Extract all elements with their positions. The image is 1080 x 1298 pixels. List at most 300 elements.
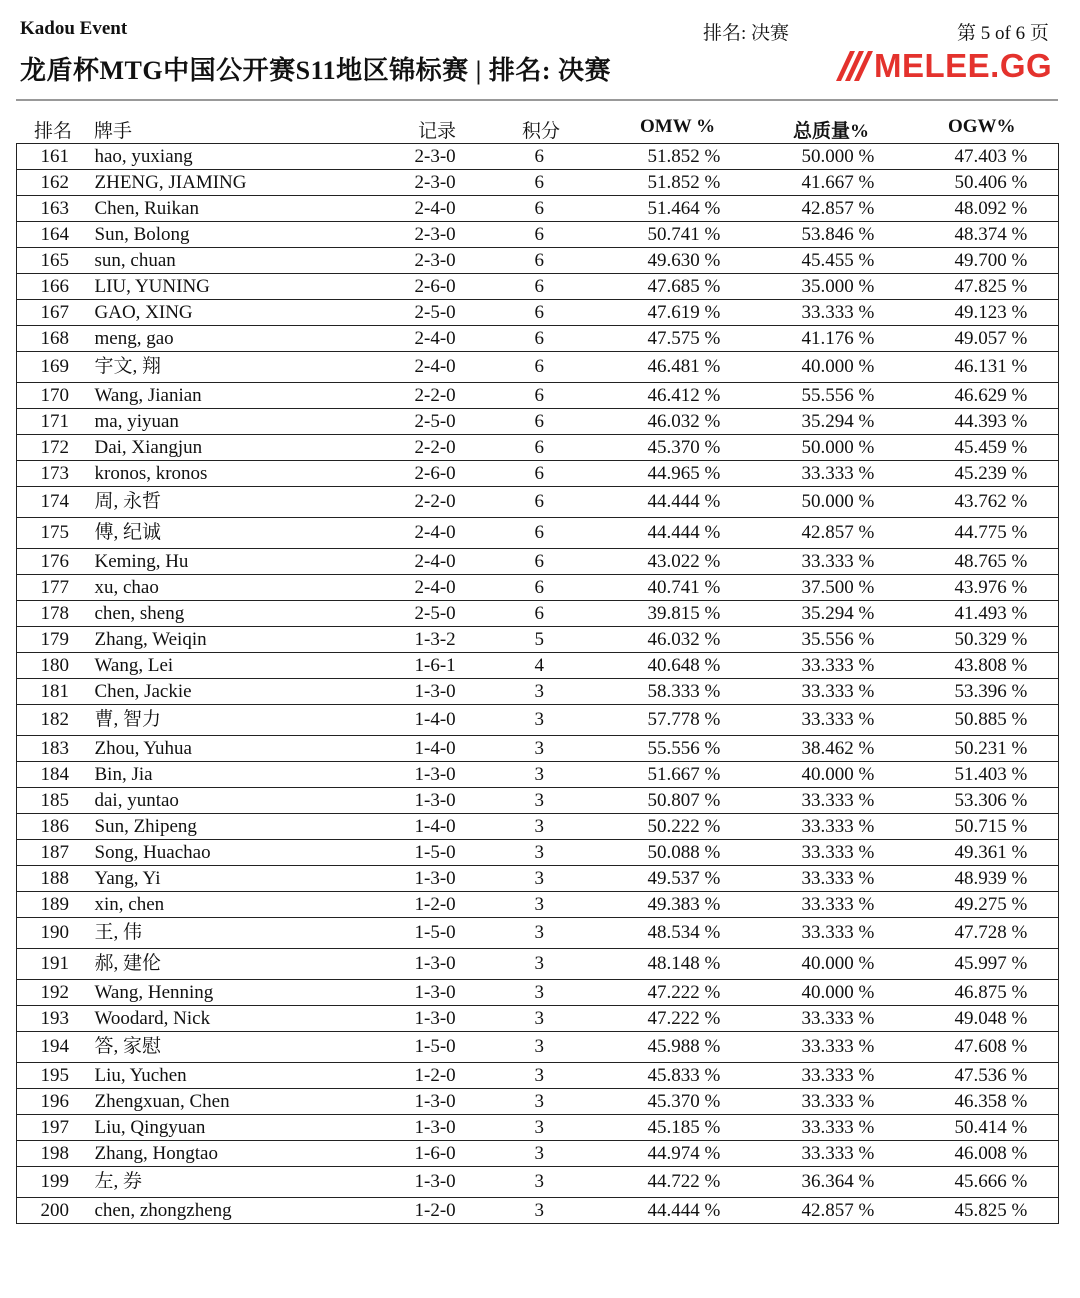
omw-cell: 51.464 %: [641, 196, 793, 222]
quality-cell: 37.500 %: [793, 575, 945, 601]
quality-cell: 55.556 %: [793, 383, 945, 409]
omw-cell: 46.032 %: [641, 627, 793, 653]
record-cell: 1-3-0: [415, 1167, 523, 1198]
rank-cell: 178: [17, 601, 93, 627]
ogw-cell: 50.414 %: [945, 1115, 1059, 1141]
points-cell: 6: [523, 518, 641, 549]
ogw-cell: 47.728 %: [945, 918, 1059, 949]
quality-cell: 33.333 %: [793, 679, 945, 705]
record-cell: 1-3-0: [415, 762, 523, 788]
ogw-cell: 48.765 %: [945, 549, 1059, 575]
quality-cell: 33.333 %: [793, 788, 945, 814]
quality-cell: 33.333 %: [793, 1063, 945, 1089]
table-row: [17, 518, 1059, 549]
ogw-cell: 50.329 %: [945, 627, 1059, 653]
table-header: [16, 114, 1058, 144]
ogw-cell: 50.406 %: [945, 170, 1059, 196]
rank-cell: 197: [17, 1115, 93, 1141]
ogw-cell: 43.762 %: [945, 487, 1059, 518]
player-cell: 宇文, 翔: [93, 352, 415, 383]
rank-cell: 161: [17, 144, 93, 170]
rank-cell: 170: [17, 383, 93, 409]
rank-cell: 179: [17, 627, 93, 653]
ogw-cell: 49.048 %: [945, 1006, 1059, 1032]
record-cell: 2-2-0: [415, 383, 523, 409]
player-cell: GAO, XING: [93, 300, 415, 326]
quality-cell: 41.667 %: [793, 170, 945, 196]
record-cell: 1-3-0: [415, 1089, 523, 1115]
rank-cell: 162: [17, 170, 93, 196]
table-row: [17, 1063, 1059, 1089]
rank-cell: 177: [17, 575, 93, 601]
player-cell: 傅, 纪诚: [93, 518, 415, 549]
points-cell: 3: [523, 840, 641, 866]
points-cell: 3: [523, 736, 641, 762]
ogw-cell: 47.536 %: [945, 1063, 1059, 1089]
omw-cell: 47.619 %: [641, 300, 793, 326]
points-cell: 6: [523, 601, 641, 627]
omw-cell: 47.685 %: [641, 274, 793, 300]
page-title: 龙盾杯MTG中国公开赛S11地区锦标赛 | 排名: 决赛: [20, 56, 612, 85]
points-cell: 6: [523, 222, 641, 248]
omw-cell: 50.807 %: [641, 788, 793, 814]
rank-cell: 189: [17, 892, 93, 918]
quality-cell: 33.333 %: [793, 1141, 945, 1167]
record-cell: 1-2-0: [415, 1198, 523, 1224]
omw-cell: 43.022 %: [641, 549, 793, 575]
record-cell: 1-5-0: [415, 840, 523, 866]
rank-cell: 200: [17, 1198, 93, 1224]
record-cell: 2-6-0: [415, 461, 523, 487]
player-cell: sun, chuan: [93, 248, 415, 274]
ogw-cell: 44.393 %: [945, 409, 1059, 435]
quality-cell: 36.364 %: [793, 1167, 945, 1198]
table-row: [17, 461, 1059, 487]
ogw-cell: 49.057 %: [945, 326, 1059, 352]
rank-cell: 198: [17, 1141, 93, 1167]
col-ogw-header: OGW%: [948, 116, 1016, 137]
player-cell: Zhou, Yuhua: [93, 736, 415, 762]
player-cell: chen, sheng: [93, 601, 415, 627]
record-cell: 1-2-0: [415, 1063, 523, 1089]
rank-cell: 194: [17, 1032, 93, 1063]
rank-cell: 190: [17, 918, 93, 949]
table-row: [17, 601, 1059, 627]
rank-cell: 180: [17, 653, 93, 679]
table-row: [17, 274, 1059, 300]
rank-cell: 169: [17, 352, 93, 383]
rank-cell: 171: [17, 409, 93, 435]
omw-cell: 45.988 %: [641, 1032, 793, 1063]
player-cell: 左, 券: [93, 1167, 415, 1198]
rank-cell: 165: [17, 248, 93, 274]
record-cell: 2-3-0: [415, 248, 523, 274]
rank-cell: 182: [17, 705, 93, 736]
ogw-cell: 51.403 %: [945, 762, 1059, 788]
player-cell: hao, yuxiang: [93, 144, 415, 170]
points-cell: 6: [523, 435, 641, 461]
ogw-cell: 43.808 %: [945, 653, 1059, 679]
ogw-cell: 46.008 %: [945, 1141, 1059, 1167]
rank-cell: 186: [17, 814, 93, 840]
points-cell: 3: [523, 1115, 641, 1141]
table-row: [17, 949, 1059, 980]
record-cell: 2-3-0: [415, 144, 523, 170]
player-cell: Chen, Ruikan: [93, 196, 415, 222]
record-cell: 1-2-0: [415, 892, 523, 918]
rank-cell: 195: [17, 1063, 93, 1089]
points-cell: 6: [523, 248, 641, 274]
ogw-cell: 45.239 %: [945, 461, 1059, 487]
omw-cell: 44.444 %: [641, 518, 793, 549]
col-quality-header: 总质量%: [793, 121, 870, 142]
rank-cell: 175: [17, 518, 93, 549]
points-cell: 6: [523, 409, 641, 435]
quality-cell: 33.333 %: [793, 1115, 945, 1141]
omw-cell: 50.741 %: [641, 222, 793, 248]
points-cell: 3: [523, 788, 641, 814]
quality-cell: 33.333 %: [793, 866, 945, 892]
record-cell: 2-2-0: [415, 487, 523, 518]
points-cell: 3: [523, 1141, 641, 1167]
record-cell: 1-4-0: [415, 736, 523, 762]
record-cell: 1-3-0: [415, 949, 523, 980]
omw-cell: 51.667 %: [641, 762, 793, 788]
rank-cell: 193: [17, 1006, 93, 1032]
rank-cell: 166: [17, 274, 93, 300]
table-row: [17, 222, 1059, 248]
points-cell: 6: [523, 170, 641, 196]
rank-cell: 187: [17, 840, 93, 866]
record-cell: 2-4-0: [415, 575, 523, 601]
table-row: [17, 352, 1059, 383]
omw-cell: 49.383 %: [641, 892, 793, 918]
ogw-cell: 49.275 %: [945, 892, 1059, 918]
record-cell: 2-3-0: [415, 222, 523, 248]
quality-cell: 33.333 %: [793, 814, 945, 840]
record-cell: 1-3-0: [415, 866, 523, 892]
omw-cell: 48.534 %: [641, 918, 793, 949]
omw-cell: 50.222 %: [641, 814, 793, 840]
table-row: [17, 679, 1059, 705]
player-cell: Chen, Jackie: [93, 679, 415, 705]
rank-cell: 163: [17, 196, 93, 222]
omw-cell: 48.148 %: [641, 949, 793, 980]
player-cell: chen, zhongzheng: [93, 1198, 415, 1224]
points-cell: 3: [523, 892, 641, 918]
omw-cell: 46.032 %: [641, 409, 793, 435]
table-row: [17, 170, 1059, 196]
table-row: [17, 627, 1059, 653]
col-rank-header: 排名: [34, 121, 73, 142]
ogw-cell: 43.976 %: [945, 575, 1059, 601]
quality-cell: 50.000 %: [793, 487, 945, 518]
table-row: [17, 435, 1059, 461]
table-row: [17, 840, 1059, 866]
omw-cell: 47.575 %: [641, 326, 793, 352]
points-cell: 6: [523, 196, 641, 222]
player-cell: Wang, Henning: [93, 980, 415, 1006]
rank-cell: 173: [17, 461, 93, 487]
player-cell: Sun, Bolong: [93, 222, 415, 248]
player-cell: ZHENG, JIAMING: [93, 170, 415, 196]
ogw-cell: 44.775 %: [945, 518, 1059, 549]
logo-text: MELEE.GG: [874, 47, 1053, 84]
quality-cell: 33.333 %: [793, 1006, 945, 1032]
ogw-cell: 49.361 %: [945, 840, 1059, 866]
points-cell: 6: [523, 575, 641, 601]
points-cell: 6: [523, 274, 641, 300]
points-cell: 3: [523, 762, 641, 788]
player-cell: Wang, Lei: [93, 653, 415, 679]
points-cell: 6: [523, 326, 641, 352]
quality-cell: 41.176 %: [793, 326, 945, 352]
melee-logo: [843, 48, 1052, 84]
record-cell: 2-5-0: [415, 409, 523, 435]
points-cell: 4: [523, 653, 641, 679]
table-row: [17, 487, 1059, 518]
omw-cell: 44.722 %: [641, 1167, 793, 1198]
record-cell: 2-2-0: [415, 435, 523, 461]
player-cell: xin, chen: [93, 892, 415, 918]
ogw-cell: 46.875 %: [945, 980, 1059, 1006]
rank-cell: 174: [17, 487, 93, 518]
points-cell: 6: [523, 549, 641, 575]
points-cell: 3: [523, 980, 641, 1006]
col-record-header: 记录: [418, 121, 457, 142]
table-row: [17, 1198, 1059, 1224]
record-cell: 2-4-0: [415, 196, 523, 222]
quality-cell: 50.000 %: [793, 144, 945, 170]
player-cell: xu, chao: [93, 575, 415, 601]
ogw-cell: 48.939 %: [945, 866, 1059, 892]
omw-cell: 55.556 %: [641, 736, 793, 762]
omw-cell: 46.412 %: [641, 383, 793, 409]
rank-cell: 199: [17, 1167, 93, 1198]
quality-cell: 33.333 %: [793, 840, 945, 866]
quality-cell: 33.333 %: [793, 892, 945, 918]
points-cell: 3: [523, 1006, 641, 1032]
record-cell: 2-4-0: [415, 352, 523, 383]
quality-cell: 33.333 %: [793, 461, 945, 487]
standings-table: [16, 143, 1059, 1224]
col-player-header: 牌手: [94, 121, 133, 142]
player-cell: Keming, Hu: [93, 549, 415, 575]
points-cell: 3: [523, 918, 641, 949]
quality-cell: 50.000 %: [793, 435, 945, 461]
points-cell: 5: [523, 627, 641, 653]
table-row: [17, 383, 1059, 409]
omw-cell: 44.444 %: [641, 1198, 793, 1224]
table-row: [17, 1006, 1059, 1032]
quality-cell: 33.333 %: [793, 1032, 945, 1063]
quality-cell: 33.333 %: [793, 918, 945, 949]
omw-cell: 39.815 %: [641, 601, 793, 627]
record-cell: 2-5-0: [415, 300, 523, 326]
ranking-label: 排名: 决赛: [703, 23, 790, 44]
table-row: [17, 196, 1059, 222]
player-cell: LIU, YUNING: [93, 274, 415, 300]
rank-cell: 176: [17, 549, 93, 575]
quality-cell: 33.333 %: [793, 300, 945, 326]
quality-cell: 45.455 %: [793, 248, 945, 274]
ogw-cell: 49.123 %: [945, 300, 1059, 326]
table-row: [17, 762, 1059, 788]
table-row: [17, 1141, 1059, 1167]
rank-cell: 172: [17, 435, 93, 461]
table-row: [17, 736, 1059, 762]
quality-cell: 40.000 %: [793, 949, 945, 980]
record-cell: 1-3-0: [415, 679, 523, 705]
table-row: [17, 814, 1059, 840]
record-cell: 2-4-0: [415, 549, 523, 575]
quality-cell: 35.294 %: [793, 601, 945, 627]
quality-cell: 35.556 %: [793, 627, 945, 653]
rank-cell: 181: [17, 679, 93, 705]
logo-slashes-icon: [843, 51, 870, 81]
points-cell: 6: [523, 144, 641, 170]
quality-cell: 53.846 %: [793, 222, 945, 248]
player-cell: Zhang, Weiqin: [93, 627, 415, 653]
points-cell: 6: [523, 487, 641, 518]
player-cell: Sun, Zhipeng: [93, 814, 415, 840]
player-cell: ma, yiyuan: [93, 409, 415, 435]
player-cell: Woodard, Nick: [93, 1006, 415, 1032]
rank-cell: 188: [17, 866, 93, 892]
table-row: [17, 1032, 1059, 1063]
ogw-cell: 45.666 %: [945, 1167, 1059, 1198]
player-cell: 周, 永哲: [93, 487, 415, 518]
player-cell: 郝, 建伦: [93, 949, 415, 980]
rank-cell: 183: [17, 736, 93, 762]
omw-cell: 40.741 %: [641, 575, 793, 601]
player-cell: Dai, Xiangjun: [93, 435, 415, 461]
record-cell: 1-3-0: [415, 788, 523, 814]
header-divider: [16, 99, 1058, 101]
ogw-cell: 46.358 %: [945, 1089, 1059, 1115]
omw-cell: 57.778 %: [641, 705, 793, 736]
col-points-header: 积分: [522, 121, 561, 142]
player-cell: meng, gao: [93, 326, 415, 352]
points-cell: 6: [523, 300, 641, 326]
points-cell: 3: [523, 949, 641, 980]
table-row: [17, 705, 1059, 736]
points-cell: 3: [523, 705, 641, 736]
player-cell: dai, yuntao: [93, 788, 415, 814]
table-row: [17, 1115, 1059, 1141]
ogw-cell: 45.997 %: [945, 949, 1059, 980]
record-cell: 2-5-0: [415, 601, 523, 627]
ogw-cell: 46.629 %: [945, 383, 1059, 409]
page-number: 第 5 of 6 页: [957, 23, 1049, 44]
table-row: [17, 144, 1059, 170]
ogw-cell: 48.092 %: [945, 196, 1059, 222]
omw-cell: 49.630 %: [641, 248, 793, 274]
table-row: [17, 653, 1059, 679]
rank-cell: 164: [17, 222, 93, 248]
player-cell: Zhengxuan, Chen: [93, 1089, 415, 1115]
table-row: [17, 549, 1059, 575]
quality-cell: 33.333 %: [793, 705, 945, 736]
omw-cell: 45.185 %: [641, 1115, 793, 1141]
player-cell: 答, 家慰: [93, 1032, 415, 1063]
points-cell: 6: [523, 383, 641, 409]
omw-cell: 40.648 %: [641, 653, 793, 679]
player-cell: Song, Huachao: [93, 840, 415, 866]
quality-cell: 33.333 %: [793, 1089, 945, 1115]
ogw-cell: 47.825 %: [945, 274, 1059, 300]
quality-cell: 35.294 %: [793, 409, 945, 435]
quality-cell: 42.857 %: [793, 1198, 945, 1224]
quality-cell: 35.000 %: [793, 274, 945, 300]
table-row: [17, 1167, 1059, 1198]
omw-cell: 50.088 %: [641, 840, 793, 866]
table-row: [17, 892, 1059, 918]
points-cell: 3: [523, 866, 641, 892]
quality-cell: 40.000 %: [793, 980, 945, 1006]
omw-cell: 46.481 %: [641, 352, 793, 383]
omw-cell: 49.537 %: [641, 866, 793, 892]
rank-cell: 184: [17, 762, 93, 788]
omw-cell: 45.370 %: [641, 435, 793, 461]
player-cell: kronos, kronos: [93, 461, 415, 487]
record-cell: 1-5-0: [415, 1032, 523, 1063]
points-cell: 3: [523, 1063, 641, 1089]
quality-cell: 40.000 %: [793, 762, 945, 788]
omw-cell: 44.965 %: [641, 461, 793, 487]
ogw-cell: 47.608 %: [945, 1032, 1059, 1063]
table-row: [17, 300, 1059, 326]
table-row: [17, 326, 1059, 352]
player-cell: Wang, Jianian: [93, 383, 415, 409]
ogw-cell: 45.825 %: [945, 1198, 1059, 1224]
record-cell: 1-6-1: [415, 653, 523, 679]
rank-cell: 192: [17, 980, 93, 1006]
table-row: [17, 248, 1059, 274]
record-cell: 1-3-0: [415, 1115, 523, 1141]
points-cell: 3: [523, 679, 641, 705]
rank-cell: 168: [17, 326, 93, 352]
record-cell: 2-4-0: [415, 518, 523, 549]
player-cell: Yang, Yi: [93, 866, 415, 892]
rank-cell: 167: [17, 300, 93, 326]
omw-cell: 44.974 %: [641, 1141, 793, 1167]
col-omw-header: OMW %: [640, 116, 716, 137]
record-cell: 2-3-0: [415, 170, 523, 196]
table-row: [17, 980, 1059, 1006]
points-cell: 3: [523, 814, 641, 840]
quality-cell: 38.462 %: [793, 736, 945, 762]
ogw-cell: 45.459 %: [945, 435, 1059, 461]
quality-cell: 42.857 %: [793, 518, 945, 549]
player-cell: Bin, Jia: [93, 762, 415, 788]
ogw-cell: 49.700 %: [945, 248, 1059, 274]
record-cell: 1-6-0: [415, 1141, 523, 1167]
points-cell: 3: [523, 1032, 641, 1063]
points-cell: 3: [523, 1198, 641, 1224]
table-row: [17, 788, 1059, 814]
quality-cell: 42.857 %: [793, 196, 945, 222]
record-cell: 1-3-0: [415, 980, 523, 1006]
omw-cell: 47.222 %: [641, 1006, 793, 1032]
points-cell: 3: [523, 1089, 641, 1115]
points-cell: 6: [523, 461, 641, 487]
table-row: [17, 866, 1059, 892]
quality-cell: 40.000 %: [793, 352, 945, 383]
record-cell: 1-4-0: [415, 814, 523, 840]
quality-cell: 33.333 %: [793, 549, 945, 575]
ogw-cell: 46.131 %: [945, 352, 1059, 383]
